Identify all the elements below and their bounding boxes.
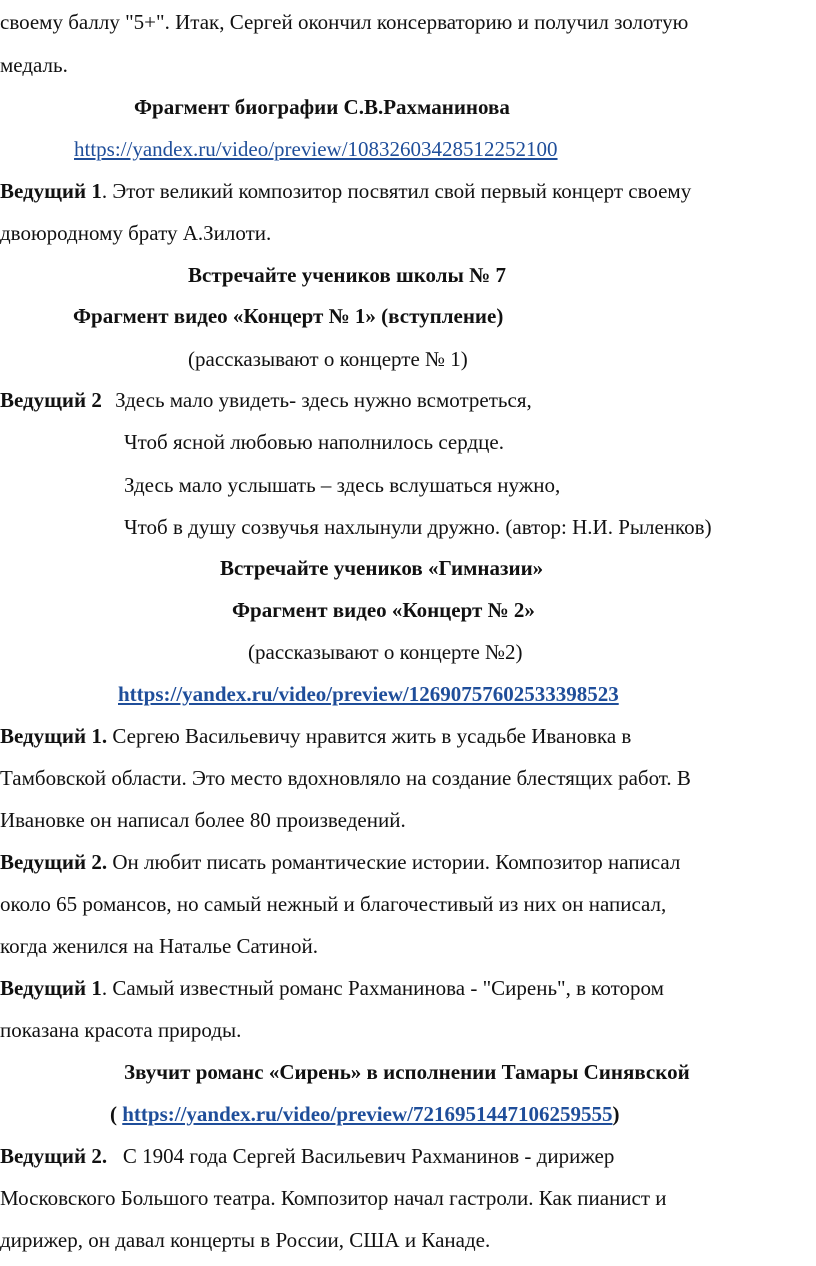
paragraph-line: Ивановке он написал более 80 произведений. [0,808,406,832]
video-title: Фрагмент видео «Концерт № 1» (вступление) [73,304,504,328]
video-link[interactable] [74,136,558,162]
video-link-text[interactable]: https://yandex.ru/video/preview/7216951447106259555 [122,1102,613,1126]
video-link[interactable] [118,681,619,707]
paragraph-line: двоюродному брату А.Зилоти. [0,221,272,245]
paragraph-line [0,1143,614,1169]
poem-text: Здесь мало увидеть- здесь нужно всмотреться, [115,388,532,412]
poem-line: Чтоб ясной любовью наполнилось сердце. [124,430,504,454]
section-note: (рассказывают о концерте №2) [248,640,523,664]
speaker-text: Он любит писать романтические истории. Композитор написал [107,850,681,874]
paren-close: ) [612,1102,620,1126]
speaker-text: С 1904 года Сергей Васильевич Рахманинов - дирижер [107,1144,615,1168]
paragraph-line [0,975,664,1001]
paragraph-line: показана красота природы. [0,1018,242,1042]
paragraph-line: Тамбовской области. Это место вдохновляло на создание блестящих работ. В [0,766,691,790]
poem-line [0,387,532,413]
speaker-label: Ведущий 2. [0,850,108,874]
speaker-label: Ведущий 2 [0,388,102,412]
paragraph-line: дирижер, он давал концерты в России, США и Канаде. [0,1228,491,1252]
section-heading: Встречайте учеников школы № 7 [188,263,507,287]
paragraph-line [0,849,680,875]
speaker-label: Ведущий 2. [0,1144,108,1168]
speaker-text: Сергею Васильевичу нравится жить в усадьбе Ивановка в [107,724,632,748]
speaker-label: Ведущий 1. [0,724,108,748]
paren-open: ( [110,1102,123,1126]
paragraph-line: Московского Большого театра. Композитор начал гастроли. Как пианист и [0,1186,667,1210]
poem-line: Чтоб в душу созвучья нахлынули дружно. (автор: Н.И. Рыленков) [124,515,712,539]
paragraph-line: когда женился на Наталье Сатиной. [0,934,318,958]
section-heading: Фрагмент биографии С.В.Рахманинова [134,95,510,119]
paragraph-line: около 65 романсов, но самый нежный и благочестивый из них он написал, [0,892,667,916]
speaker-label: Ведущий 1 [0,179,102,203]
speaker-text: . Самый известный романс Рахманинова - "Сирень", в котором [101,976,664,1000]
section-note: (рассказывают о концерте № 1) [188,347,468,371]
video-link-text[interactable]: https://yandex.ru/video/preview/12690757602533398523 [118,682,619,706]
paragraph-line: своему баллу "5+". Итак, Сергей окончил консерваторию и получил золотую [0,10,689,34]
poem-line: Здесь мало услышать – здесь вслушаться нужно, [124,473,561,497]
section-heading: Встречайте учеников «Гимназии» [220,556,544,580]
paragraph-line [0,723,631,749]
video-link-text[interactable]: https://yandex.ru/video/preview/10832603428512252100 [74,137,558,161]
video-link-line [110,1101,619,1127]
paragraph-line [0,178,691,204]
section-heading: Звучит романс «Сирень» в исполнении Тамары Синявской [124,1060,690,1084]
speaker-label: Ведущий 1 [0,976,102,1000]
speaker-text: . Этот великий композитор посвятил свой первый концерт своему [101,179,692,203]
video-title: Фрагмент видео «Концерт № 2» [232,598,535,622]
paragraph-line: медаль. [0,53,68,77]
